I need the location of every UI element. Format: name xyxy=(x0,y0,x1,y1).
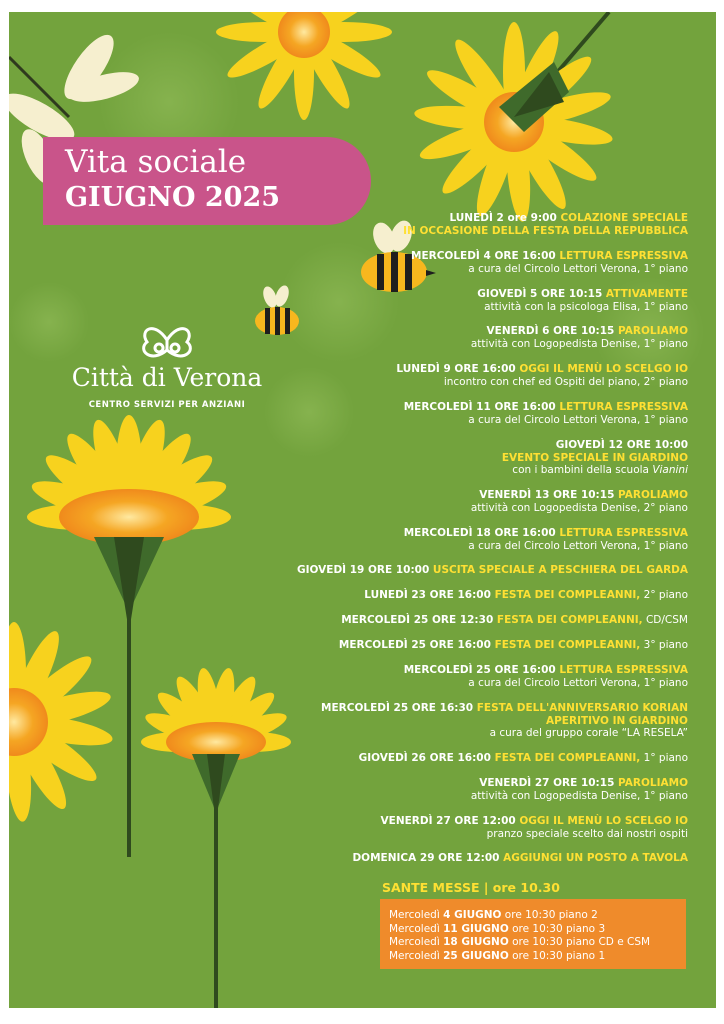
messe-day: Mercoledì xyxy=(389,949,444,962)
messe-date: 18 GIUGNO xyxy=(443,936,509,948)
event-item xyxy=(288,288,688,313)
event-item xyxy=(288,589,688,602)
event-title: FESTA DEI COMPLEANNI, xyxy=(496,614,643,626)
event-item xyxy=(288,777,688,802)
event-when: MERCOLEDÌ 11 ORE 16:00 xyxy=(403,401,560,413)
event-item xyxy=(288,564,688,577)
event-when: LUNEDÌ 9 ORE 16:00 xyxy=(396,363,520,375)
event-detail: attività con Logopedista Denise, 2° piano xyxy=(470,501,688,514)
event-when: MERCOLEDÌ 25 ORE 12:30 xyxy=(341,614,497,626)
title-line2: GIUGNO 2025 xyxy=(65,182,281,213)
event-title: FESTA DEI COMPLEANNI, xyxy=(494,589,641,601)
event-detail: pranzo speciale scelto dai nostri ospiti xyxy=(486,827,688,840)
flower-icon xyxy=(9,622,115,823)
messe-box xyxy=(380,899,686,969)
event-title: FESTA DELL'ANNIVERSARIO KORIAN xyxy=(476,702,688,714)
flower-icon xyxy=(413,12,614,223)
event-when: MERCOLEDÌ 25 ORE 16:30 xyxy=(321,702,477,714)
event-when: LUNEDÌ 2 ore 9:00 xyxy=(449,212,561,224)
poster xyxy=(9,12,716,1008)
event-item xyxy=(288,639,688,652)
event-detail: attività con la psicologa Elisa, 1° piano xyxy=(484,300,688,313)
messe-row xyxy=(389,923,605,935)
messe-date: 11 GIUGNO xyxy=(443,922,509,935)
event-title: OGGI IL MENÙ LO SCELGO IO xyxy=(519,363,688,375)
event-title: COLAZIONE SPECIALE xyxy=(560,212,688,224)
event-when: MERCOLEDÌ 25 ORE 16:00 xyxy=(338,639,495,651)
event-title: PAROLIAMO xyxy=(618,325,688,337)
event-title: LETTURA ESPRESSIVA xyxy=(559,527,688,539)
event-when: LUNEDÌ 23 ORE 16:00 xyxy=(364,589,495,601)
event-when: VENERDÌ 27 ORE 10:15 xyxy=(479,777,619,789)
event-when: MERCOLEDÌ 18 ORE 16:00 xyxy=(403,527,560,539)
event-item xyxy=(288,363,688,388)
event-location: 3° piano xyxy=(640,639,688,651)
logo-subtitle: CENTRO SERVIZI PER ANZIANI xyxy=(88,400,246,410)
event-item xyxy=(288,489,688,514)
messe-time-location: ore 10:30 piano 3 xyxy=(508,922,606,935)
event-when: VENERDÌ 13 ORE 10:15 xyxy=(479,489,619,501)
event-title: FESTA DEI COMPLEANNI, xyxy=(494,752,641,764)
messe-day: Mercoledì xyxy=(389,936,444,948)
event-detail: attività con Logopedista Denise, 1° piano xyxy=(470,789,688,802)
event-item xyxy=(288,852,688,865)
logo-name: Città di Verona xyxy=(71,363,263,392)
event-title: PAROLIAMO xyxy=(618,777,688,789)
event-location: CD/CSM xyxy=(642,614,688,626)
event-when: GIOVEDÌ 5 ORE 10:15 xyxy=(477,288,606,300)
messe-time-location: ore 10:30 piano 2 xyxy=(501,909,598,921)
messe-day: Mercoledì xyxy=(389,909,444,921)
messe-time-location: ore 10:30 piano 1 xyxy=(508,949,606,962)
event-item xyxy=(288,325,688,350)
event-when: VENERDÌ 27 ORE 12:00 xyxy=(380,815,520,827)
event-title-line2: IN OCCASIONE DELLA FESTA DELLA REPUBBLICA xyxy=(403,224,688,237)
messe-heading: SANTE MESSE | ore 10.30 xyxy=(382,880,560,895)
event-item xyxy=(288,439,688,477)
messe-date: 4 GIUGNO xyxy=(443,909,502,921)
event-title-line2: EVENTO SPECIALE IN GIARDINO xyxy=(501,451,688,464)
messe-row xyxy=(389,936,650,948)
event-detail: a cura del Circolo Lettori Verona, 1° piano xyxy=(468,262,688,275)
event-when: VENERDÌ 6 ORE 10:15 xyxy=(486,325,619,337)
event-title: LETTURA ESPRESSIVA xyxy=(559,401,688,413)
event-title-line2: APERITIVO IN GIARDINO xyxy=(545,714,688,727)
event-detail: a cura del Circolo Lettori Verona, 1° piano xyxy=(468,539,688,552)
event-when: DOMENICA 29 ORE 12:00 xyxy=(352,852,504,864)
event-title: ATTIVAMENTE xyxy=(605,288,688,300)
event-item xyxy=(288,401,688,426)
event-item xyxy=(288,702,688,740)
event-title: LETTURA ESPRESSIVA xyxy=(559,250,688,262)
messe-row xyxy=(389,950,605,962)
event-when: MERCOLEDÌ 25 ORE 16:00 xyxy=(403,664,560,676)
event-title: USCITA SPECIALE A PESCHIERA DEL GARDA xyxy=(432,564,688,576)
messe-date: 25 GIUGNO xyxy=(443,949,509,962)
messe-time-location: ore 10:30 piano CD e CSM xyxy=(508,936,651,948)
butterfly-logo-icon xyxy=(144,329,191,356)
bokeh-circle xyxy=(9,282,89,362)
event-detail-italic: Vianini xyxy=(652,464,688,476)
flower-icon xyxy=(216,12,392,120)
event-detail: a cura del gruppo corale “LA RESELA” xyxy=(489,727,688,739)
event-detail: incontro con chef ed Ospiti del piano, 2° piano xyxy=(443,375,688,388)
event-detail: a cura del Circolo Lettori Verona, 1° piano xyxy=(468,413,688,426)
event-item xyxy=(288,815,688,840)
event-title: FESTA DEI COMPLEANNI, xyxy=(494,639,641,651)
event-item xyxy=(288,664,688,689)
event-when: GIOVEDÌ 26 ORE 16:00 xyxy=(358,752,495,764)
event-when: GIOVEDÌ 12 ORE 10:00 xyxy=(555,439,688,451)
event-detail: a cura del Circolo Lettori Verona, 1° piano xyxy=(468,676,688,689)
event-title: LETTURA ESPRESSIVA xyxy=(559,664,688,676)
flower-icon xyxy=(141,666,291,1008)
event-title: PAROLIAMO xyxy=(618,489,688,501)
event-item xyxy=(288,527,688,552)
title-line1: Vita sociale xyxy=(65,144,247,180)
event-detail: con i bambini della scuola Vianini xyxy=(512,464,688,476)
event-location: 2° piano xyxy=(640,589,688,601)
event-item xyxy=(288,752,688,765)
event-detail: attività con Logopedista Denise, 1° piano xyxy=(470,337,688,350)
event-item xyxy=(288,250,688,275)
event-location: 1° piano xyxy=(640,752,688,764)
event-when: MERCOLEDÌ 4 ORE 16:00 xyxy=(411,250,560,262)
messe-row xyxy=(389,909,598,921)
event-title: OGGI IL MENÙ LO SCELGO IO xyxy=(519,815,688,827)
event-when: GIOVEDÌ 19 ORE 10:00 xyxy=(296,564,433,576)
event-title: AGGIUNGI UN POSTO A TAVOLA xyxy=(503,852,688,864)
event-item xyxy=(288,614,688,627)
messe-day: Mercoledì xyxy=(389,922,444,935)
event-item xyxy=(288,212,688,237)
